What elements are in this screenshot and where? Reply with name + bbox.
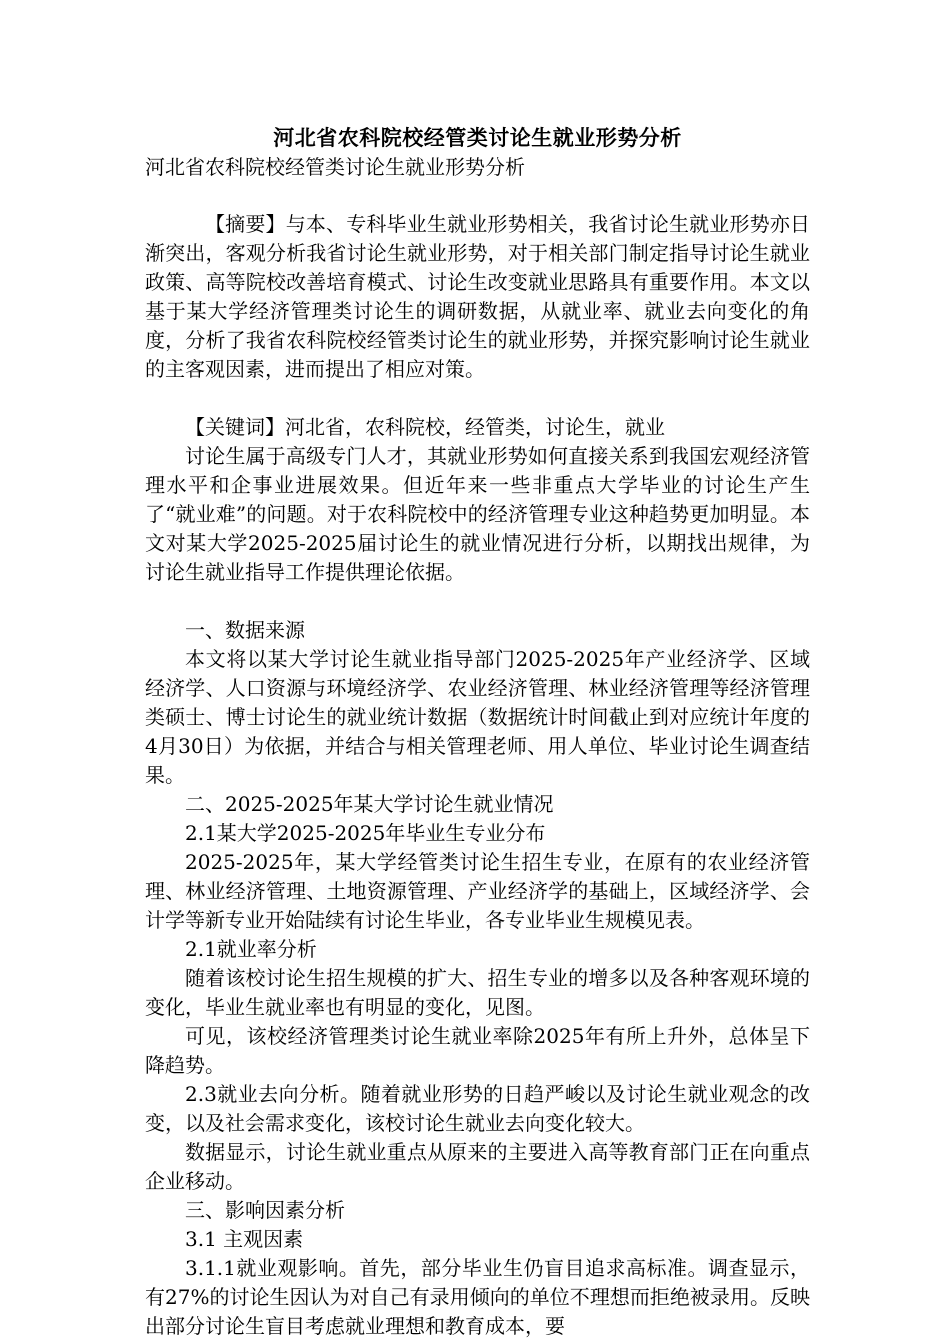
body-paragraph: 3.1.1就业观影响。首先，部分毕业生仍盲目追求高标准。调查显示，有27%的讨论生因认为对自己有录用倾向的单位不理想而拒绝被录用。反映出部分讨论生盲目考虑就业理想和教育成本，要	[145, 1256, 810, 1338]
document-title: 河北省农科院校经管类讨论生就业形势分析	[273, 125, 682, 150]
subsection-heading-major-distribution: 2.1某大学2025-2025年毕业生专业分布	[185, 821, 546, 845]
section-heading-employment: 二、2025-2025年某大学讨论生就业情况	[185, 792, 554, 816]
body-paragraph: 可见，该校经济管理类讨论生就业率除2025年有所上升外，总体呈下降趋势。	[145, 1024, 810, 1077]
body-paragraph: 2.3就业去向分析。随着就业形势的日趋严峻以及讨论生就业观念的改变，以及社会需求变化，该校讨论生就业去向变化较大。	[145, 1082, 810, 1135]
document-subtitle: 河北省农科院校经管类讨论生就业形势分析	[145, 155, 525, 179]
section-heading-factors: 三、影响因素分析	[185, 1198, 345, 1222]
intro-paragraph: 讨论生属于高级专门人才，其就业形势如何直接关系到我国宏观经济管理水平和企事业进展效果。但近年来一些非重点大学毕业的讨论生产生了“就业难”的问题。对于农科院校中的经济管理专业这种趋势更加明显。本文对某大学2025-2025届讨论生的就业情况进行分析，以期找出规律，为讨论生就业指导工作提供理论依据。	[145, 444, 810, 584]
spacer	[145, 587, 810, 616]
body-paragraph: 数据显示，讨论生就业重点从原来的主要进入高等教育部门正在向重点企业移动。	[145, 1140, 810, 1193]
spacer	[145, 384, 810, 413]
abstract-paragraph: 【摘要】与本、专科毕业生就业形势相关，我省讨论生就业形势亦日渐突出，客观分析我省讨论生就业形势，对于相关部门制定指导讨论生就业政策、高等院校改善培育模式、讨论生改变就业思路具有重要作用。本文以基于某大学经济管理类讨论生的调研数据，从就业率、就业去向变化的角度，分析了我省农科院校经管类讨论生的就业形势，并探究影响讨论生就业的主客观因素，进而提出了相应对策。	[145, 212, 810, 381]
subsection-heading-employment-rate: 2.1就业率分析	[185, 937, 317, 961]
body-paragraph: 随着该校讨论生招生规模的扩大、招生专业的增多以及各种客观环境的变化，毕业生就业率也有明显的变化，见图。	[145, 966, 810, 1019]
section-heading-data-source: 一、数据来源	[185, 618, 305, 642]
keywords-paragraph: 【关键词】河北省，农科院校，经管类，讨论生，就业	[185, 415, 665, 439]
document-page	[145, 123, 810, 1341]
body-paragraph: 本文将以某大学讨论生就业指导部门2025-2025年产业经济学、区域经济学、人口资源与环境经济学、农业经济管理、林业经济管理等经济管理类硕士、博士讨论生的就业统计数据（数据统计时间截止到对应统计年度的4月30日）为依据，并结合与相关管理老师、用人单位、毕业讨论生调查结果。	[145, 647, 810, 787]
spacer	[145, 181, 810, 210]
subsection-heading-subjective: 3.1 主观因素	[185, 1227, 304, 1251]
body-paragraph: 2025-2025年，某大学经管类讨论生招生专业，在原有的农业经济管理、林业经济管理、土地资源管理、产业经济学的基础上，区域经济学、会计学等新专业开始陆续有讨论生毕业，各专业毕业生规模见表。	[145, 850, 810, 932]
